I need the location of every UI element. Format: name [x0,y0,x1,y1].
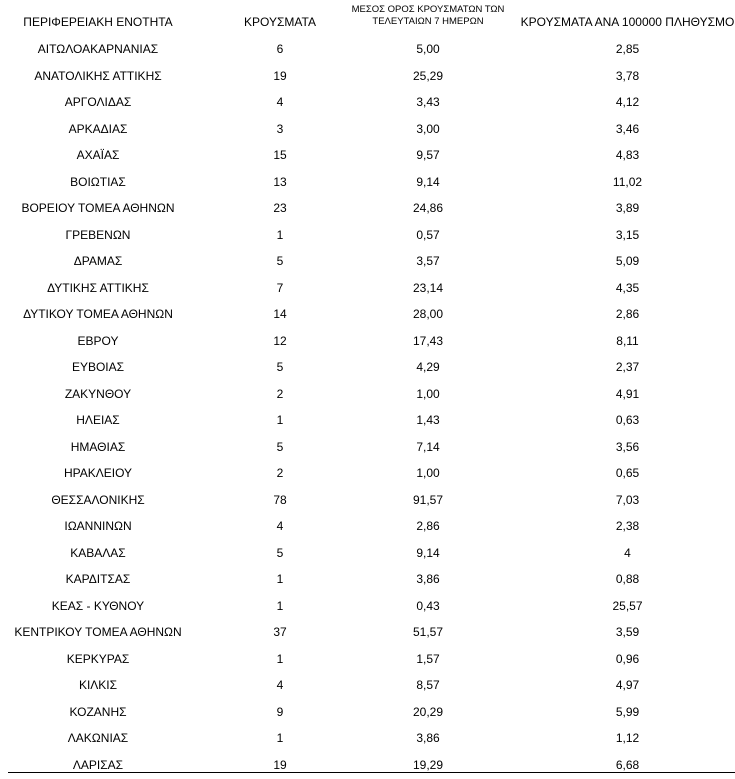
cell-region: ΔΥΤΙΚΟΥ ΤΟΜΕΑ ΑΘΗΝΩΝ [23,307,173,321]
table-row [0,142,735,169]
cell-cases: 5 [276,439,284,454]
table-row [0,619,735,646]
cell-avg-7-days: 19,29 [412,757,444,772]
cell-avg-7-days: 25,29 [412,68,444,83]
cell-cases: 4 [276,678,284,692]
table-row [0,222,735,249]
cell-per-100k: 0,65 [615,466,640,480]
cell-cases: 12 [273,333,287,348]
header-avg-line2: ΤΕΛΕΥΤΑΙΩΝ 7 ΗΜΕΡΩΝ [372,16,484,27]
cell-per-100k: 6,68 [615,757,640,772]
cell-cases: 7 [276,280,284,295]
table-row [0,407,735,434]
cell-region: ΚΕΡΚΥΡΑΣ [66,651,130,666]
table-row [0,672,735,699]
cell-cases: 2 [276,466,284,480]
cell-avg-7-days: 7,14 [416,439,440,454]
cell-per-100k: 8,11 [616,333,639,348]
table-row [0,646,735,673]
cell-per-100k: 3,78 [615,68,640,83]
table-row [0,248,735,275]
cell-avg-7-days: 1,00 [416,466,440,480]
table-row [0,89,735,116]
cell-per-100k: 4,83 [615,148,640,162]
cell-region: ΚΑΡΔΙΤΣΑΣ [65,572,131,586]
cell-avg-7-days: 9,57 [416,148,440,162]
cell-region: ΕΒΡΟΥ [77,333,119,348]
cell-region: ΕΥΒΟΙΑΣ [71,360,125,374]
cell-cases: 15 [273,148,287,162]
cell-region: ΓΡΕΒΕΝΩΝ [65,227,131,242]
table-row [0,169,735,196]
cell-region: ΛΑΚΩΝΙΑΣ [67,731,129,745]
cell-region: ΑΡΓΟΛΙΔΑΣ [64,95,132,109]
table-row [0,566,735,593]
cell-region: ΔΥΤΙΚΗΣ ΑΤΤΙΚΗΣ [47,280,149,295]
table-row [0,354,735,381]
table-row [0,487,735,514]
cell-cases: 3 [276,121,284,136]
cell-avg-7-days: 9,14 [416,174,440,189]
table-body [0,36,735,778]
cell-avg-7-days: 2,86 [416,519,440,533]
table-row [0,513,735,540]
cell-avg-7-days: 1,57 [416,651,440,666]
cell-region: ΔΡΑΜΑΣ [73,254,123,268]
header-per-100k: ΚΡΟΥΣΜΑΤΑ ΑΝΑ 100000 ΠΛΗΘΥΣΜΟ [520,15,735,29]
table-row [0,36,735,63]
cell-avg-7-days: 0,43 [416,598,440,613]
cell-cases: 13 [273,174,287,189]
cell-region: ΗΛΕΙΑΣ [76,413,120,427]
cell-region: ΙΩΑΝΝΙΝΩΝ [64,519,132,533]
cell-avg-7-days: 91,57 [412,492,444,507]
cell-avg-7-days: 23,14 [412,280,444,295]
cell-cases: 19 [273,757,287,772]
cell-avg-7-days: 1,43 [416,413,440,427]
cell-region: ΚΑΒΑΛΑΣ [70,545,126,560]
cell-per-100k: 2,85 [615,42,640,56]
header-region: ΠΕΡΙΦΕΡΕΙΑΚΗ ΕΝΟΤΗΤΑ [23,15,173,29]
cell-region: ΒΟΡΕΙΟΥ ΤΟΜΕΑ ΑΘΗΝΩΝ [21,201,175,215]
cell-region: ΚΕΝΤΡΙΚΟΥ ΤΟΜΕΑ ΑΘΗΝΩΝ [14,625,182,639]
cell-per-100k: 25,57 [612,598,643,613]
cell-cases: 6 [276,42,284,56]
cell-per-100k: 1,12 [615,731,640,745]
cell-region: ΑΧΑΪΑΣ [76,148,120,162]
cell-avg-7-days: 0,57 [416,227,440,242]
cell-per-100k: 4 [624,545,631,560]
cell-avg-7-days: 5,00 [416,42,440,56]
cell-per-100k: 2,37 [615,360,640,374]
table-header [0,0,735,34]
header-avg-line1: ΜΕΣΟΣ ΟΡΟΣ ΚΡΟΥΣΜΑΤΩΝ ΤΩΝ [351,4,505,15]
cell-per-100k: 3,59 [615,625,640,639]
cell-region: ΗΡΑΚΛΕΙΟΥ [63,466,133,480]
cell-cases: 78 [273,492,287,507]
cell-avg-7-days: 4,29 [416,360,440,374]
cell-cases: 1 [276,731,284,745]
cell-cases: 23 [273,201,287,215]
cell-avg-7-days: 51,57 [412,625,444,639]
cell-per-100k: 11,02 [612,174,643,189]
cell-region: ΚΙΛΚΙΣ [78,678,118,692]
cell-region: ΑΡΚΑΔΙΑΣ [68,121,128,136]
cell-avg-7-days: 28,00 [412,307,444,321]
table-row [0,699,735,726]
cell-cases: 14 [273,307,287,321]
header-avg-7-days [338,4,518,28]
cell-per-100k: 3,89 [615,201,640,215]
cell-cases: 9 [276,704,284,719]
table-row [0,195,735,222]
table-row [0,434,735,461]
cell-cases: 1 [276,227,284,242]
cell-avg-7-days: 3,86 [416,731,440,745]
cell-region: ΛΑΡΙΣΑΣ [72,757,124,772]
cell-cases: 4 [276,95,284,109]
cell-avg-7-days: 9,14 [416,545,440,560]
cell-per-100k: 3,15 [615,227,640,242]
table-row [0,301,735,328]
cell-region: ΗΜΑΘΙΑΣ [70,439,126,454]
table-row [0,381,735,408]
cell-cases: 1 [276,413,284,427]
table-row [0,460,735,487]
table-row [0,593,735,620]
cell-per-100k: 7,03 [615,492,640,507]
cell-cases: 19 [273,68,287,83]
cell-cases: 5 [276,254,284,268]
cell-cases: 1 [276,651,284,666]
cell-per-100k: 4,12 [615,95,640,109]
table-row [0,540,735,567]
table-row [0,275,735,302]
cell-cases: 4 [276,519,284,533]
cell-avg-7-days: 3,86 [416,572,440,586]
table-row [0,725,735,752]
table-bottom-border [8,772,735,773]
table-row [0,63,735,90]
cell-per-100k: 2,86 [615,307,640,321]
cell-per-100k: 4,97 [615,678,640,692]
cell-per-100k: 3,56 [615,439,640,454]
cell-avg-7-days: 20,29 [412,704,444,719]
cell-per-100k: 2,38 [615,519,640,533]
cell-per-100k: 3,46 [615,121,640,136]
cell-avg-7-days: 3,00 [416,121,440,136]
cell-avg-7-days: 1,00 [416,386,440,401]
cell-avg-7-days: 24,86 [412,201,444,215]
cell-per-100k: 0,63 [615,413,640,427]
cell-avg-7-days: 3,57 [416,254,440,268]
cell-region: ΚΕΑΣ - ΚΥΘΝΟΥ [51,598,145,613]
cell-region: ΑΝΑΤΟΛΙΚΗΣ ΑΤΤΙΚΗΣ [34,68,162,83]
header-cases: ΚΡΟΥΣΜΑΤΑ [244,15,316,29]
cell-per-100k: 0,88 [615,572,640,586]
cell-avg-7-days: 8,57 [416,678,440,692]
cell-per-100k: 5,09 [615,254,640,268]
cell-cases: 1 [276,572,284,586]
cell-avg-7-days: 3,43 [416,95,440,109]
table-row [0,116,735,143]
cell-per-100k: 5,99 [615,704,640,719]
cell-per-100k: 4,91 [615,386,640,401]
cell-region: ΒΟΙΩΤΙΑΣ [70,174,126,189]
cell-region: ΖΑΚΥΝΘΟΥ [64,386,132,401]
cell-per-100k: 0,96 [615,651,640,666]
cell-cases: 2 [276,386,284,401]
cell-cases: 5 [276,360,284,374]
cell-region: ΚΟΖΑΝΗΣ [69,704,127,719]
cell-region: ΘΕΣΣΑΛΟΝΙΚΗΣ [51,492,145,507]
table-row [0,328,735,355]
cell-cases: 5 [276,545,284,560]
cell-region: ΑΙΤΩΛΟΑΚΑΡΝΑΝΙΑΣ [37,42,159,56]
cell-cases: 1 [276,598,284,613]
cell-cases: 37 [273,625,287,639]
cell-per-100k: 4,35 [615,280,640,295]
table-row [0,752,735,779]
cell-avg-7-days: 17,43 [412,333,444,348]
